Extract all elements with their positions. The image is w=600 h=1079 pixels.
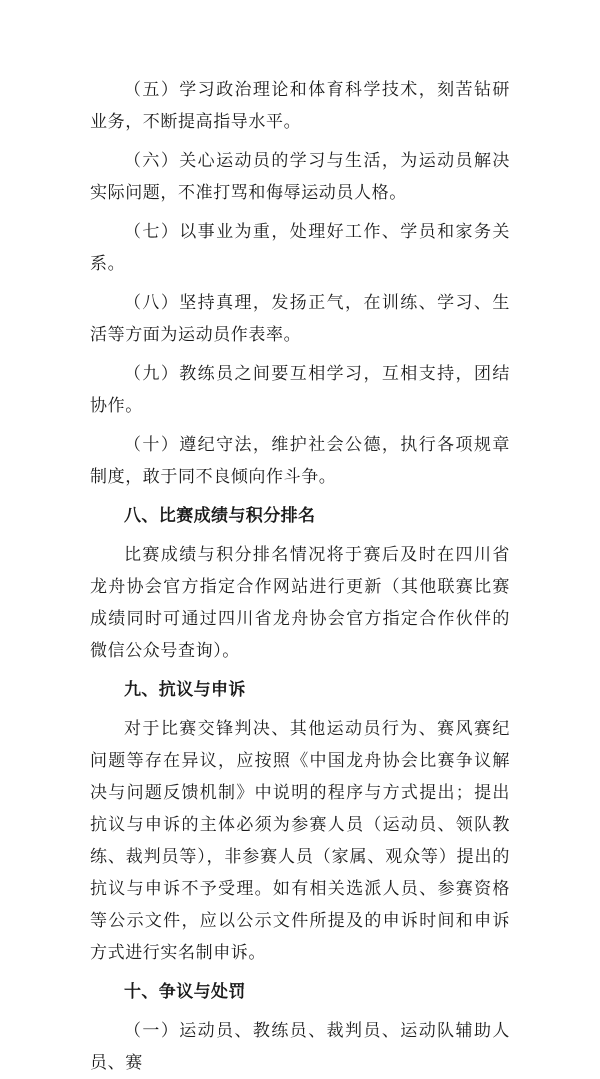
paragraph-penalty-1: （一）运动员、教练员、裁判员、运动队辅助人员、赛 [90, 1021, 510, 1073]
paragraph-9: （九）教练员之间要互相学习，互相支持，团结协作。 [90, 364, 510, 416]
paragraph-appeals: 对于比赛交锋判决、其他运动员行为、赛风赛纪问题等存在异议，应按照《中国龙舟协会比赛争议解决与问题反馈机制》中说明的程序与方式提出；提出抗议与申诉的主体必须为参赛人员（运动员、领队教练、裁判员等），非参赛人员（家属、观众等）提出的抗议与申诉不予受理。如有相关选派人员、参赛资格等公示文件，应以公示文件所提及的申诉时间和申诉方式进行实名制申诉。 [90, 719, 510, 963]
paragraph-7: （七）以事业为重，处理好工作、学员和家务关系。 [90, 222, 510, 274]
section-heading-10: 十、争议与处罚 [124, 982, 246, 1002]
paragraph-5: （五）学习政治理论和体育科学技术，刻苦钻研业务，不断提高指导水平。 [90, 80, 510, 132]
section-heading-8: 八、比赛成绩与积分排名 [124, 506, 316, 526]
section-heading-9: 九、抗议与申诉 [124, 680, 246, 700]
paragraph-6: （六）关心运动员的学习与生活，为运动员解决实际问题，不准打骂和侮辱运动员人格。 [90, 151, 510, 203]
paragraph-results: 比赛成绩与积分排名情况将于赛后及时在四川省龙舟协会官方指定合作网站进行更新（其他联赛比赛成绩同时可通过四川省龙舟协会官方指定合作伙伴的微信公众号查询）。 [90, 545, 510, 661]
paragraph-10: （十）遵纪守法，维护社会公德，执行各项规章制度，敢于同不良倾向作斗争。 [90, 435, 510, 487]
paragraph-8: （八）坚持真理，发扬正气，在训练、学习、生活等方面为运动员作表率。 [90, 293, 510, 345]
